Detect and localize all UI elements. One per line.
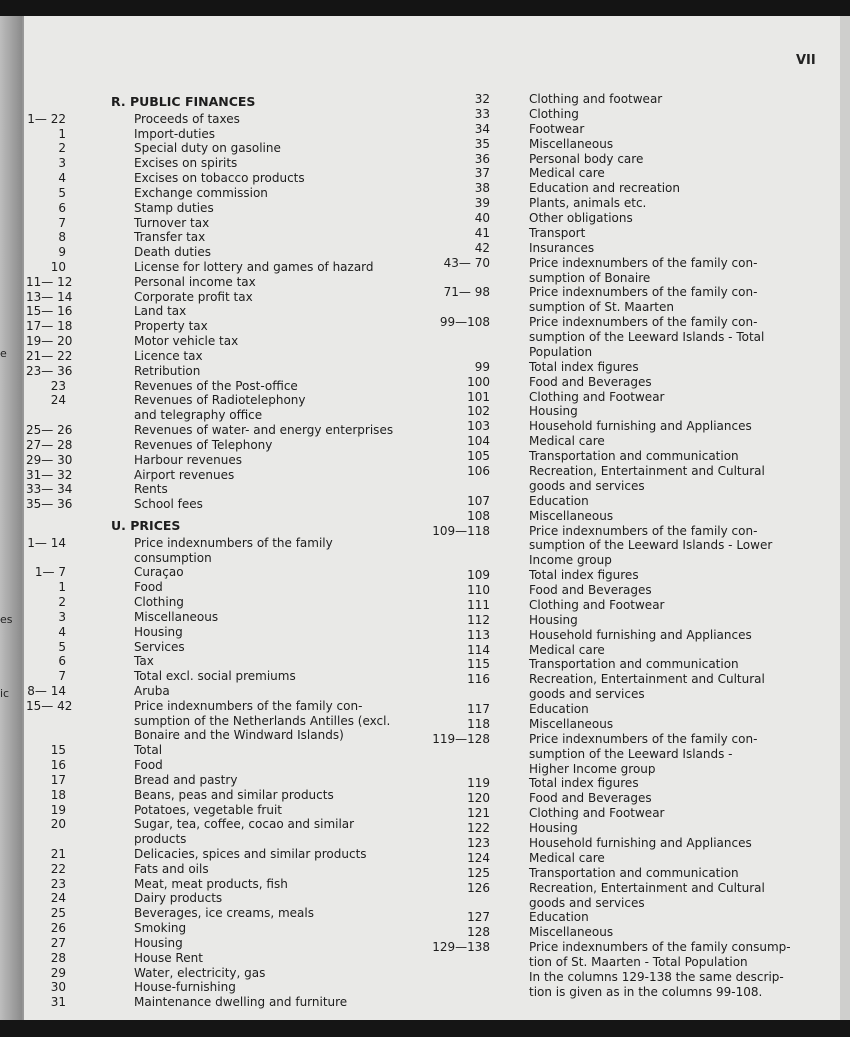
entry-title: License for lottery and games of hazard <box>134 260 374 275</box>
page-right-edge <box>840 16 850 1020</box>
entry-number: 6 <box>58 200 66 215</box>
entry-number: 5 <box>58 639 66 654</box>
entry-number: 112 <box>467 612 490 627</box>
entry-number <box>410 300 490 315</box>
entry-number <box>410 896 490 911</box>
entry-number: 128 <box>467 925 490 940</box>
entry-number <box>410 345 490 360</box>
entry-number: 123 <box>467 836 490 850</box>
entry-title: Revenues of the Post-office <box>134 378 298 393</box>
entry-title: Miscellaneous <box>529 716 614 731</box>
entry-title: Property tax <box>134 319 208 334</box>
entry-title: Higher Income group <box>529 761 656 776</box>
entry-number: 104 <box>467 434 490 449</box>
entry-title: Income group <box>529 553 612 568</box>
entry-number: 115 <box>467 657 490 672</box>
entry-title: Medical care <box>529 850 605 865</box>
entry-title: Miscellaneous <box>134 609 219 624</box>
entry-title: Miscellaneous <box>529 136 614 151</box>
entry-title: Personal body care <box>529 151 644 166</box>
entry-title: Personal income tax <box>134 274 256 289</box>
entry-number: 23— 36 <box>26 363 73 378</box>
entry-title: Motor vehicle tax <box>134 334 239 349</box>
entry-number: 34 <box>474 121 490 136</box>
entry-number: 35 <box>474 136 490 151</box>
entry-number: 37 <box>474 166 490 181</box>
entry-number: 8 <box>58 230 66 245</box>
entry-number <box>26 518 66 533</box>
entry-number: 110 <box>467 583 490 598</box>
entry-title: Housing <box>134 935 183 950</box>
entry-number: 122 <box>467 821 490 836</box>
entry-number: 15— 42 <box>26 698 73 713</box>
entry-number: 103 <box>467 419 490 434</box>
entry-number: 30 <box>50 980 66 995</box>
entry-title: Insurances <box>529 240 595 255</box>
entry-title: Fats and oils <box>134 861 209 876</box>
entry-number: 119 <box>467 776 490 791</box>
entry-number: 106 <box>467 464 490 478</box>
section-heading: U. PRICES <box>111 517 181 533</box>
entry-title: Household furnishing and Appliances <box>529 836 752 850</box>
scan-top-border <box>0 0 850 16</box>
entry-title: Clothing and Footwear <box>529 389 665 404</box>
entry-number: 109 <box>467 568 490 583</box>
entry-title: Price indexnumbers of the family con- <box>529 523 758 538</box>
entry-title: Clothing and Footwear <box>529 806 665 821</box>
entry-number <box>410 970 490 985</box>
entry-title: Clothing <box>529 106 579 121</box>
entry-number: 8— 14 <box>27 683 66 698</box>
entry-number: 27 <box>50 935 66 950</box>
entry-title: Household furnishing and Appliances <box>529 627 752 642</box>
entry-title: Total index figures <box>529 568 639 583</box>
entry-title: sumption of St. Maarten <box>529 300 674 315</box>
entry-number: 119—128 <box>432 731 490 746</box>
entry-number <box>410 479 490 494</box>
entry-title: Licence tax <box>134 348 203 363</box>
entry-title: Excises on tobacco products <box>134 171 305 186</box>
entry-title: Revenues of water- and energy enterprises <box>134 423 394 438</box>
entry-number: 3 <box>58 609 66 624</box>
entry-title: sumption of the Netherlands Antilles (excl. <box>134 713 391 728</box>
entry-title: consumption <box>134 550 212 565</box>
entry-number <box>26 94 66 109</box>
entry-number: 1— 7 <box>34 565 66 580</box>
entry-number <box>26 408 66 423</box>
entry-title: sumption of the Leeward Islands - Total <box>529 330 765 345</box>
entry-number: 118 <box>467 716 490 731</box>
entry-title: Price indexnumbers of the family con- <box>134 698 363 713</box>
entry-number: 1— 22 <box>27 111 66 126</box>
entry-number: 6 <box>58 654 66 669</box>
entry-number: 113 <box>467 627 490 642</box>
entry-number: 1 <box>58 126 66 141</box>
entry-title: Dairy products <box>134 891 223 906</box>
entry-title: goods and services <box>529 895 645 910</box>
entry-number <box>410 762 490 777</box>
entry-title: and telegraphy office <box>134 408 263 423</box>
entry-number: 25 <box>50 906 66 921</box>
entry-title: Harbour revenues <box>134 452 243 467</box>
entry-title: Household furnishing and Appliances <box>529 419 752 434</box>
entry-number <box>410 538 490 553</box>
entry-title: sumption of the Leeward Islands - <box>529 746 733 761</box>
left-page-fragment: es <box>0 613 13 626</box>
entry-title: Clothing <box>134 595 184 610</box>
entry-title: Total index figures <box>529 776 639 791</box>
entry-title: products <box>134 832 187 847</box>
entry-number: 4 <box>58 171 66 186</box>
entry-title: Land tax <box>134 304 187 319</box>
entry-title: Miscellaneous <box>529 925 614 940</box>
entry-number: 109—118 <box>432 523 490 538</box>
entry-number <box>26 832 66 847</box>
entry-number <box>26 728 66 743</box>
entry-title: Transport <box>529 225 586 240</box>
entry-title: goods and services <box>529 478 645 493</box>
entry-number: 7 <box>58 669 66 684</box>
entry-number: 108 <box>467 508 490 523</box>
entry-number: 25— 26 <box>26 423 73 438</box>
entry-title: Transportation and communication <box>529 865 739 880</box>
entry-title: In the columns 129-138 the same descrip- <box>529 969 784 984</box>
entry-title: Housing <box>529 821 578 836</box>
entry-number: 10 <box>50 260 66 275</box>
entry-number: 17— 18 <box>26 319 73 334</box>
entry-title: Food and Beverages <box>529 791 652 806</box>
entry-number: 20 <box>50 817 66 832</box>
entry-title: Food <box>134 758 163 773</box>
entry-title: Beverages, ice creams, meals <box>134 906 314 921</box>
entry-title: Import-duties <box>134 126 216 141</box>
entry-number: 23 <box>50 876 66 891</box>
entry-title: Footwear <box>529 121 585 136</box>
entry-title: Clothing and Footwear <box>529 597 665 612</box>
entry-number: 105 <box>467 449 490 464</box>
entry-title: Turnover tax <box>134 215 210 230</box>
entry-number: 19— 20 <box>26 334 73 349</box>
entry-title: Recreation, Entertainment and Cultural <box>529 464 765 478</box>
entry-title: Other obligations <box>529 211 633 226</box>
entry-title: Beans, peas and similar products <box>134 787 334 802</box>
entry-number: 99—108 <box>439 315 490 330</box>
entry-title: Services <box>134 639 185 654</box>
entry-title: Exchange commission <box>134 185 268 200</box>
entry-title: Food <box>134 580 163 595</box>
entry-number: 4 <box>58 624 66 639</box>
entry-number: 19 <box>50 802 66 817</box>
entry-title: Delicacies, spices and similar products <box>134 847 367 861</box>
entry-number: 15 <box>50 743 66 758</box>
entry-number: 100 <box>467 374 490 389</box>
entry-number: 5 <box>58 185 66 200</box>
entry-title: Education and recreation <box>529 181 680 196</box>
entry-title: School fees <box>134 497 203 512</box>
entry-title: Bonaire and the Windward Islands) <box>134 728 344 743</box>
entry-title: Aruba <box>134 683 170 698</box>
entry-title: Price indexnumbers of the family con- <box>529 731 758 746</box>
entry-number: 35— 36 <box>26 497 73 512</box>
entry-title: Proceeds of taxes <box>134 111 240 126</box>
entry-number: 117 <box>467 702 490 717</box>
entry-title: Transportation and communication <box>529 657 739 672</box>
entry-title: Rents <box>134 482 168 497</box>
entry-number: 41 <box>474 225 490 240</box>
entry-title: Education <box>529 493 589 508</box>
entry-title: Retribution <box>134 363 201 378</box>
entry-number: 21— 22 <box>26 348 73 363</box>
entry-number: 31 <box>50 995 66 1010</box>
entry-number: 3 <box>58 156 66 171</box>
entry-number: 11— 12 <box>26 274 73 289</box>
entry-title: Price indexnumbers of the family consump- <box>529 940 791 955</box>
entry-title: Education <box>529 702 589 717</box>
entry-title: Potatoes, vegetable fruit <box>134 802 283 817</box>
scan-bottom-border <box>0 1020 850 1037</box>
entry-title: Medical care <box>529 642 605 657</box>
entry-title: goods and services <box>529 687 645 702</box>
entry-number: 125 <box>467 865 490 880</box>
entry-title: Food and Beverages <box>529 583 652 598</box>
entry-number: 127 <box>467 910 490 925</box>
entry-number: 13— 14 <box>26 289 73 304</box>
entry-title: Price indexnumbers of the family con- <box>529 285 758 300</box>
entry-title: Medical care <box>529 166 605 181</box>
entry-number <box>26 714 66 729</box>
entry-number: 23 <box>50 378 66 393</box>
entry-number <box>410 330 490 345</box>
entry-number: 42 <box>474 240 490 255</box>
entry-title: sumption of the Leeward Islands - Lower <box>529 538 773 553</box>
entry-number <box>410 985 490 1000</box>
left-page-fragment: ic <box>0 687 10 700</box>
entry-title: Bread and pastry <box>134 772 238 787</box>
entry-number: 7 <box>58 215 66 230</box>
entry-number: 27— 28 <box>26 437 73 452</box>
entry-title: Recreation, Entertainment and Cultural <box>529 880 765 895</box>
entry-number: 2 <box>58 141 66 156</box>
entry-title: Revenues of Radiotelephony <box>134 393 306 408</box>
entry-title: Price indexnumbers of the family con- <box>529 315 758 330</box>
entry-number: 24 <box>50 393 66 408</box>
entry-number: 120 <box>467 791 490 806</box>
entry-number: 43— 70 <box>443 255 490 270</box>
entry-number: 111 <box>467 597 490 612</box>
entry-number: 32 <box>474 92 490 106</box>
entry-number: 102 <box>467 404 490 419</box>
entry-number: 29— 30 <box>26 452 73 467</box>
entry-title: Total index figures <box>529 359 639 374</box>
entry-title: Airport revenues <box>134 467 235 482</box>
entry-number: 1— 14 <box>27 535 66 550</box>
entry-number: 121 <box>467 806 490 821</box>
entry-title: Corporate profit tax <box>134 289 253 304</box>
entry-number <box>410 955 490 970</box>
entry-number: 101 <box>467 389 490 404</box>
entry-title: Housing <box>529 612 578 627</box>
entry-title: House Rent <box>134 950 203 965</box>
entry-title: Tax <box>134 654 154 669</box>
entry-title: Excises on spirits <box>134 156 238 171</box>
entry-title: Curaçao <box>134 565 184 580</box>
section-heading: R. PUBLIC FINANCES <box>111 94 256 109</box>
entry-title: Smoking <box>134 921 187 936</box>
left-page-edge <box>0 16 22 1020</box>
entry-number: 124 <box>467 850 490 865</box>
entry-title: Special duty on gasoline <box>134 141 281 156</box>
entry-title: Stamp duties <box>134 200 214 215</box>
entry-number: 107 <box>467 493 490 508</box>
entry-number: 2 <box>58 595 66 610</box>
entry-number: 36 <box>474 151 490 166</box>
entry-number: 18 <box>50 787 66 802</box>
entry-title: sumption of Bonaire <box>529 270 651 285</box>
entry-number: 39 <box>474 196 490 211</box>
entry-title: Meat, meat products, fish <box>134 876 288 891</box>
entry-number: 33 <box>474 106 490 121</box>
entry-number: 24 <box>50 891 66 906</box>
entry-title: Total excl. social premiums <box>134 669 296 684</box>
entry-number: 29 <box>50 965 66 980</box>
entry-title: Water, electricity, gas <box>134 965 266 980</box>
entry-number: 22 <box>50 861 66 876</box>
entry-title: Transportation and communication <box>529 449 739 464</box>
entry-number <box>26 551 66 566</box>
entry-number: 114 <box>467 642 490 657</box>
entry-number: 71— 98 <box>443 285 490 300</box>
entry-number: 38 <box>474 181 490 196</box>
entry-title: Food and Beverages <box>529 374 652 389</box>
entry-number <box>410 553 490 568</box>
entry-number: 26 <box>50 921 66 936</box>
entry-title: Plants, animals etc. <box>529 196 647 211</box>
entry-title: Miscellaneous <box>529 508 614 523</box>
entry-number: 126 <box>467 880 490 895</box>
entry-number: 28 <box>50 950 66 965</box>
entry-number: 33— 34 <box>26 482 73 497</box>
entry-number: 31— 32 <box>26 467 73 482</box>
entry-title: tion of St. Maarten - Total Population <box>529 955 748 970</box>
entry-title: Death duties <box>134 245 211 260</box>
entry-title: Sugar, tea, coffee, cocao and similar <box>134 817 355 832</box>
document-page <box>24 16 840 1020</box>
entry-number: 99 <box>474 359 490 374</box>
entry-title: Total <box>134 743 163 758</box>
left-page-fragment: e <box>0 347 7 360</box>
page-number: VII <box>796 53 816 68</box>
entry-title: Education <box>529 910 589 925</box>
entry-title: Price indexnumbers of the family con- <box>529 255 758 270</box>
entry-number: 21 <box>50 847 66 861</box>
entry-number: 15— 16 <box>26 304 73 319</box>
entry-number: 16 <box>50 758 66 773</box>
entry-title: Recreation, Entertainment and Cultural <box>529 672 765 687</box>
entry-number <box>410 747 490 762</box>
entry-title: Maintenance dwelling and furniture <box>134 995 348 1010</box>
entry-title: Medical care <box>529 434 605 449</box>
entry-number <box>410 687 490 702</box>
entry-number: 9 <box>58 245 66 260</box>
entry-title: Housing <box>529 404 578 419</box>
entry-title: Revenues of Telephony <box>134 437 273 452</box>
entry-number: 1 <box>58 580 66 595</box>
entry-title: Clothing and footwear <box>529 92 663 106</box>
entry-title: Housing <box>134 624 183 639</box>
entry-number: 129—138 <box>432 940 490 955</box>
entry-title: tion is given as in the columns 99-108. <box>529 984 763 999</box>
entry-number <box>410 271 490 286</box>
entry-number: 40 <box>474 211 490 226</box>
entry-number: 17 <box>50 772 66 787</box>
entry-number: 116 <box>467 672 490 687</box>
entry-title: Population <box>529 344 593 359</box>
entry-title: House-furnishing <box>134 980 236 995</box>
entry-title: Price indexnumbers of the family <box>134 535 333 550</box>
entry-title: Transfer tax <box>134 230 206 245</box>
